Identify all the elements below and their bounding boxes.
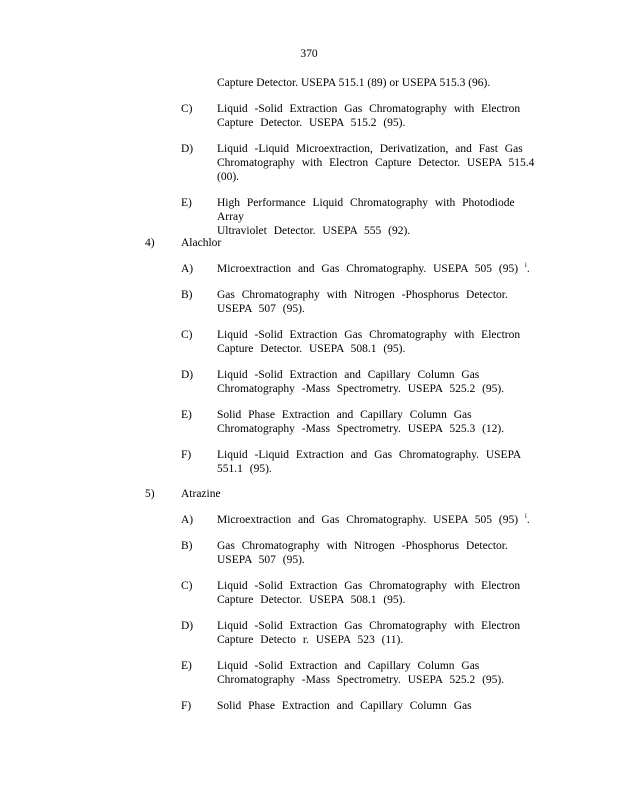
item-line: Liquid -Solid Extraction and Capillary Column Gas: [217, 660, 480, 672]
item-letter: B): [181, 540, 193, 552]
item-text: [217, 288, 537, 316]
item-line: Chromatography -Mass Spectrometry. USEPA 525.3 (12).: [217, 423, 505, 435]
item-line: Ultraviolet Detector. USEPA 555 (92).: [217, 225, 411, 237]
item-letter: A): [181, 514, 194, 526]
item-text: [217, 196, 537, 238]
item-text: [217, 448, 537, 476]
section-number: 5): [145, 488, 155, 500]
item-line: Chromatography with Electron Capture Detector. USEPA 515.4: [217, 157, 535, 169]
item-line: (00).: [217, 171, 240, 183]
item-text: [217, 328, 537, 356]
item-line: 551.1 (95).: [217, 463, 272, 475]
item-line: USEPA 507 (95).: [217, 554, 305, 566]
item-line: Chromatography -Mass Spectrometry. USEPA 525.2 (95).: [217, 674, 505, 686]
item-letter: C): [181, 329, 193, 341]
item-line: Solid Phase Extraction and Capillary Column Gas: [217, 700, 472, 712]
item-text: [217, 539, 537, 567]
item-text: [217, 659, 537, 687]
item-text: [217, 513, 537, 527]
item-text: [217, 408, 537, 436]
item-text: [217, 699, 537, 713]
item-line: Chromatography -Mass Spectrometry. USEPA 525.2 (95).: [217, 383, 505, 395]
item-text: [217, 262, 537, 276]
item-letter: F): [181, 700, 192, 712]
item-line: Microextraction and Gas Chromatography. USEPA 505 (95) $^i$.: [217, 512, 530, 526]
item-letter: E): [181, 197, 192, 209]
item-line: Liquid -Liquid Microextraction, Derivatization, and Fast Gas: [217, 143, 523, 155]
item-letter: E): [181, 660, 192, 672]
item-letter: D): [181, 620, 194, 632]
item-line: High Performance Liquid Chromatography with Photodiode Array: [217, 197, 515, 223]
item-line: USEPA 507 (95).: [217, 303, 305, 315]
item-line: Liquid -Liquid Extraction and Gas Chromatography. USEPA: [217, 449, 522, 461]
item-line: Liquid -Solid Extraction Gas Chromatography with Electron: [217, 580, 521, 592]
page-number: 370: [300, 48, 318, 60]
item-line: Solid Phase Extraction and Capillary Column Gas: [217, 409, 472, 421]
item-letter: A): [181, 263, 194, 275]
footnote-marker: i: [524, 512, 527, 521]
item-letter: D): [181, 369, 194, 381]
item-line: Liquid -Solid Extraction Gas Chromatography with Electron: [217, 620, 521, 632]
item-line: Liquid -Solid Extraction and Capillary Column Gas: [217, 369, 480, 381]
item-text: [217, 102, 537, 130]
item-line: Capture Detector. USEPA 508.1 (95).: [217, 343, 406, 355]
item-line: Liquid -Solid Extraction Gas Chromatography with Electron: [217, 103, 521, 115]
item-line: Gas Chromatography with Nitrogen -Phosphorus Detector.: [217, 540, 508, 552]
item-letter: F): [181, 449, 192, 461]
item-letter: C): [181, 103, 193, 115]
item-line: Microextraction and Gas Chromatography. USEPA 505 (95) $^i$.: [217, 261, 530, 275]
item-line: Capture Detecto r. USEPA 523 (11).: [217, 634, 404, 646]
item-letter: B): [181, 289, 193, 301]
section-number: 4): [145, 237, 155, 249]
item-line: Capture Detector. USEPA 515.2 (95).: [217, 117, 406, 129]
item-text: [217, 619, 537, 647]
item-letter: C): [181, 580, 193, 592]
item-line: Gas Chromatography with Nitrogen -Phosphorus Detector.: [217, 289, 508, 301]
section-name: Alachlor: [181, 237, 222, 249]
item-line: Capture Detector. USEPA 508.1 (95).: [217, 594, 406, 606]
continued-text: Capture Detector. USEPA 515.1 (89) or USEPA 515.3 (96).: [217, 77, 491, 89]
item-letter: E): [181, 409, 192, 421]
item-line: Liquid -Solid Extraction Gas Chromatography with Electron: [217, 329, 521, 341]
section-name: Atrazine: [181, 488, 221, 500]
item-text: [217, 142, 537, 184]
item-text: [217, 579, 537, 607]
footnote-marker: i: [524, 261, 527, 270]
item-text: [217, 368, 537, 396]
item-letter: D): [181, 143, 194, 155]
